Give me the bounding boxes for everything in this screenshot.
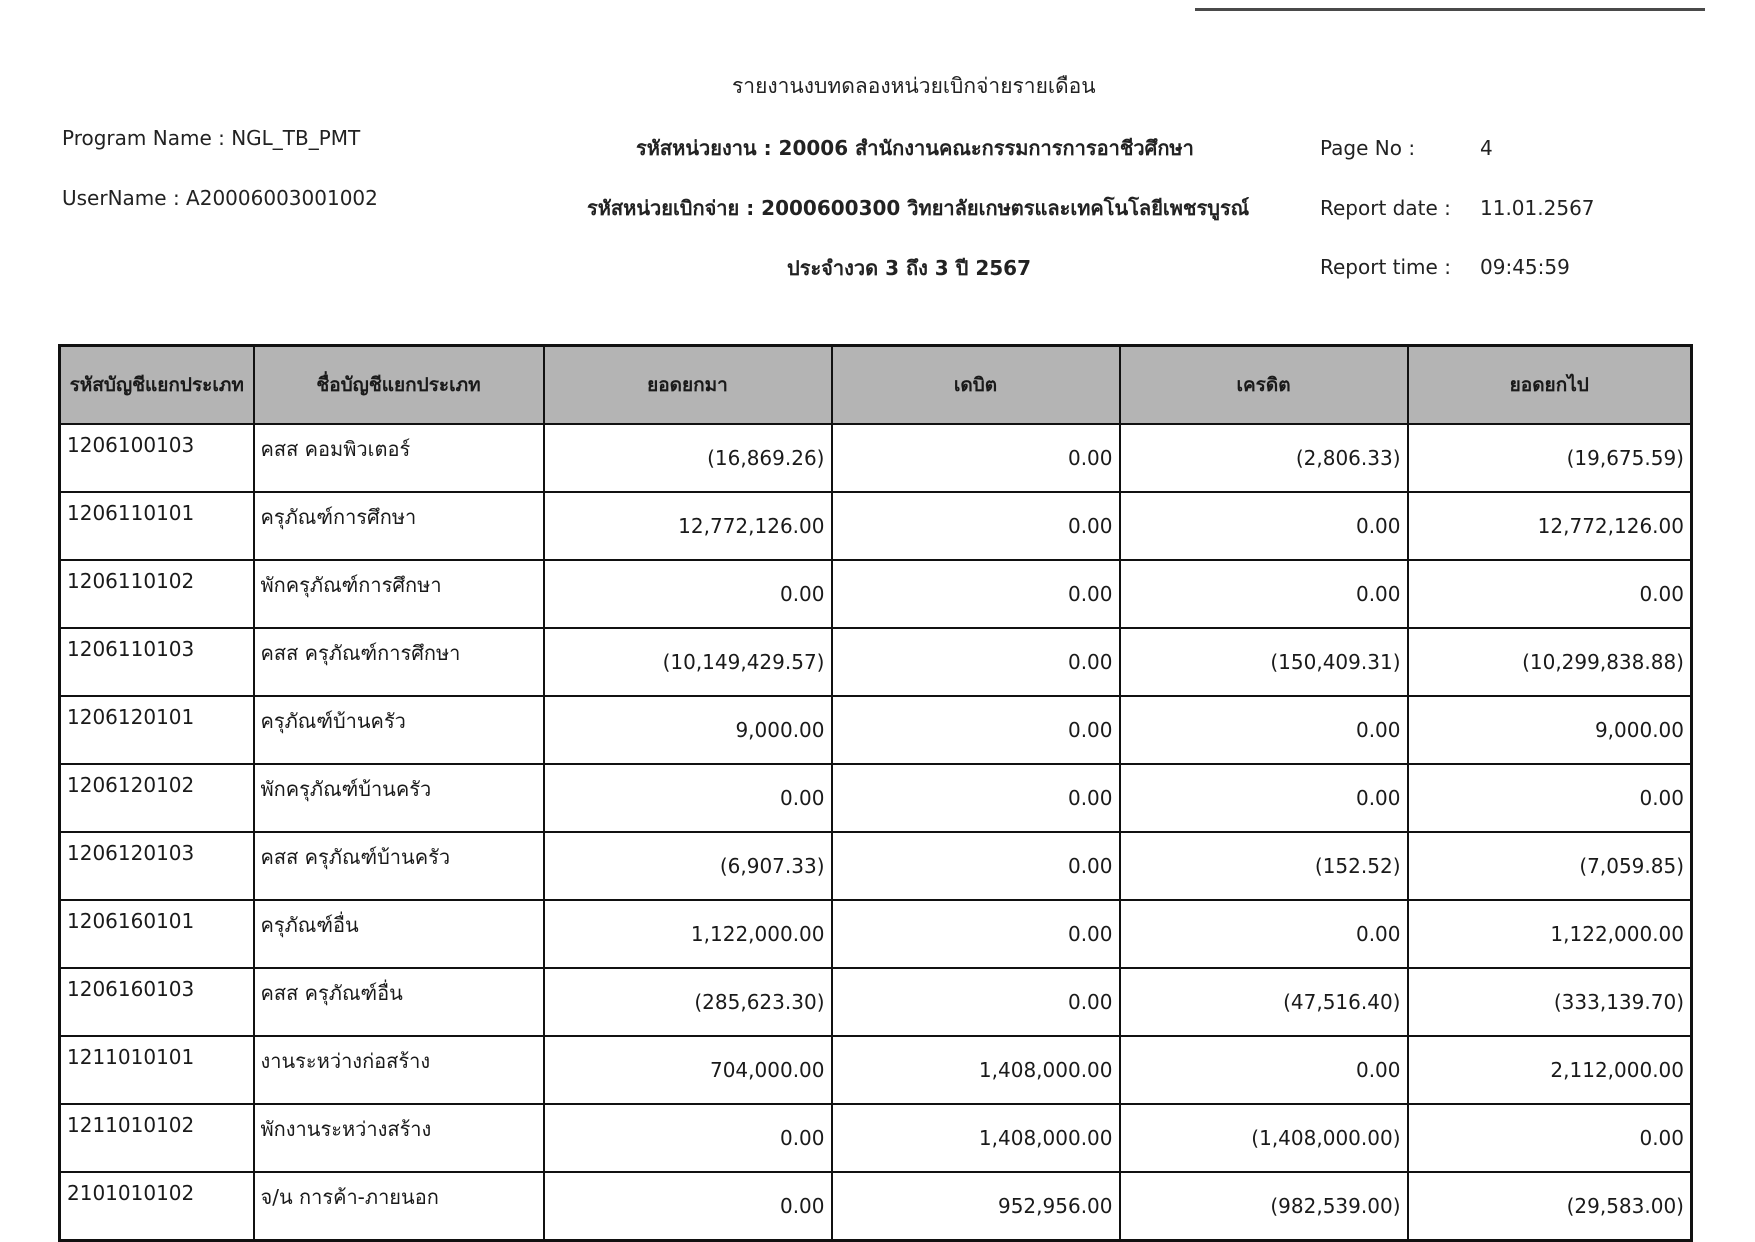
cell-account-name: คสส ครุภัณฑ์การศึกษา xyxy=(254,628,544,696)
cell-credit: (1,408,000.00) xyxy=(1120,1104,1408,1172)
column-header-carried-forward: ยอดยกไป xyxy=(1408,346,1692,425)
table-row xyxy=(60,424,1692,492)
report-time-value: 09:45:59 xyxy=(1480,255,1570,279)
cell-brought-forward: (285,623.30) xyxy=(544,968,832,1036)
cell-credit: (982,539.00) xyxy=(1120,1172,1408,1241)
cell-account-name: ครุภัณฑ์การศึกษา xyxy=(254,492,544,560)
department-code: รหัสหน่วยงาน : 20006 สำนักงานคณะกรรมการการอาชีวศึกษา xyxy=(636,136,1194,160)
program-name: Program Name : NGL_TB_PMT xyxy=(62,126,361,150)
cell-account-name: ครุภัณฑ์บ้านครัว xyxy=(254,696,544,764)
cell-debit: 0.00 xyxy=(832,424,1120,492)
scan-edge-line xyxy=(1195,8,1705,11)
column-header-account-code: รหัสบัญชีแยกประเภท xyxy=(60,346,254,425)
table-row xyxy=(60,968,1692,1036)
column-header-brought-forward: ยอดยกมา xyxy=(544,346,832,425)
disbursement-unit: รหัสหน่วยเบิกจ่าย : 2000600300 วิทยาลัยเกษตรและเทคโนโลยีเพชรบูรณ์ xyxy=(587,196,1250,220)
cell-account-code: 1206120103 xyxy=(60,832,254,900)
cell-account-name: คสส ครุภัณฑ์บ้านครัว xyxy=(254,832,544,900)
cell-account-name: พักครุภัณฑ์บ้านครัว xyxy=(254,764,544,832)
report-date-value: 11.01.2567 xyxy=(1480,196,1595,220)
cell-debit: 0.00 xyxy=(832,628,1120,696)
cell-account-name: งานระหว่างก่อสร้าง xyxy=(254,1036,544,1104)
cell-credit: (47,516.40) xyxy=(1120,968,1408,1036)
report-date-label: Report date : xyxy=(1320,196,1451,220)
cell-debit: 0.00 xyxy=(832,832,1120,900)
cell-carried-forward: (19,675.59) xyxy=(1408,424,1692,492)
cell-carried-forward: (10,299,838.88) xyxy=(1408,628,1692,696)
cell-credit: 0.00 xyxy=(1120,900,1408,968)
cell-account-code: 1206160101 xyxy=(60,900,254,968)
table-row xyxy=(60,832,1692,900)
cell-debit: 0.00 xyxy=(832,900,1120,968)
report-title: รายงานงบทดลองหน่วยเบิกจ่ายรายเดือน xyxy=(732,74,1096,98)
table-header-row xyxy=(60,346,1692,425)
cell-carried-forward: 2,112,000.00 xyxy=(1408,1036,1692,1104)
cell-brought-forward: (16,869.26) xyxy=(544,424,832,492)
cell-account-code: 1206110101 xyxy=(60,492,254,560)
cell-carried-forward: 0.00 xyxy=(1408,764,1692,832)
cell-brought-forward: (6,907.33) xyxy=(544,832,832,900)
cell-account-code: 1206160103 xyxy=(60,968,254,1036)
cell-credit: 0.00 xyxy=(1120,696,1408,764)
username: UserName : A20006003001002 xyxy=(62,186,378,210)
cell-account-name: จ/น การค้า-ภายนอก xyxy=(254,1172,544,1241)
report-period: ประจำงวด 3 ถึง 3 ปี 2567 xyxy=(787,256,1031,280)
cell-brought-forward: 0.00 xyxy=(544,1172,832,1241)
cell-account-name: ครุภัณฑ์อื่น xyxy=(254,900,544,968)
cell-credit: 0.00 xyxy=(1120,764,1408,832)
cell-brought-forward: 0.00 xyxy=(544,1104,832,1172)
cell-account-code: 1211010102 xyxy=(60,1104,254,1172)
cell-debit: 0.00 xyxy=(832,492,1120,560)
table-row xyxy=(60,1036,1692,1104)
cell-account-name: พักงานระหว่างสร้าง xyxy=(254,1104,544,1172)
cell-carried-forward: 0.00 xyxy=(1408,560,1692,628)
cell-brought-forward: 0.00 xyxy=(544,764,832,832)
cell-carried-forward: 1,122,000.00 xyxy=(1408,900,1692,968)
column-header-debit: เดบิต xyxy=(832,346,1120,425)
cell-credit: 0.00 xyxy=(1120,492,1408,560)
cell-brought-forward: 1,122,000.00 xyxy=(544,900,832,968)
cell-credit: 0.00 xyxy=(1120,560,1408,628)
cell-account-code: 1206110103 xyxy=(60,628,254,696)
cell-account-name: พักครุภัณฑ์การศึกษา xyxy=(254,560,544,628)
table-row xyxy=(60,696,1692,764)
page-number-label: Page No : xyxy=(1320,136,1416,160)
table-row xyxy=(60,628,1692,696)
cell-debit: 952,956.00 xyxy=(832,1172,1120,1241)
cell-debit: 1,408,000.00 xyxy=(832,1104,1120,1172)
cell-account-name: คสส คอมพิวเตอร์ xyxy=(254,424,544,492)
cell-debit: 1,408,000.00 xyxy=(832,1036,1120,1104)
cell-account-code: 1211010101 xyxy=(60,1036,254,1104)
cell-debit: 0.00 xyxy=(832,560,1120,628)
cell-carried-forward: 12,772,126.00 xyxy=(1408,492,1692,560)
column-header-account-name: ชื่อบัญชีแยกประเภท xyxy=(254,346,544,425)
trial-balance-table xyxy=(58,344,1693,1242)
cell-brought-forward: 12,772,126.00 xyxy=(544,492,832,560)
cell-credit: (150,409.31) xyxy=(1120,628,1408,696)
table-row xyxy=(60,764,1692,832)
cell-carried-forward: (333,139.70) xyxy=(1408,968,1692,1036)
cell-credit: (152.52) xyxy=(1120,832,1408,900)
table-row xyxy=(60,900,1692,968)
cell-carried-forward: (29,583.00) xyxy=(1408,1172,1692,1241)
cell-debit: 0.00 xyxy=(832,968,1120,1036)
table-row xyxy=(60,1172,1692,1241)
cell-account-code: 1206120101 xyxy=(60,696,254,764)
cell-brought-forward: 9,000.00 xyxy=(544,696,832,764)
cell-account-code: 1206120102 xyxy=(60,764,254,832)
cell-carried-forward: 0.00 xyxy=(1408,1104,1692,1172)
cell-debit: 0.00 xyxy=(832,696,1120,764)
cell-brought-forward: (10,149,429.57) xyxy=(544,628,832,696)
cell-debit: 0.00 xyxy=(832,764,1120,832)
cell-brought-forward: 704,000.00 xyxy=(544,1036,832,1104)
column-header-credit: เครดิต xyxy=(1120,346,1408,425)
cell-brought-forward: 0.00 xyxy=(544,560,832,628)
table-row xyxy=(60,560,1692,628)
report-time-label: Report time : xyxy=(1320,255,1451,279)
cell-account-code: 2101010102 xyxy=(60,1172,254,1241)
table-body xyxy=(60,424,1692,1241)
table-row xyxy=(60,492,1692,560)
page-number-value: 4 xyxy=(1480,136,1493,160)
cell-account-name: คสส ครุภัณฑ์อื่น xyxy=(254,968,544,1036)
cell-account-code: 1206100103 xyxy=(60,424,254,492)
cell-carried-forward: 9,000.00 xyxy=(1408,696,1692,764)
cell-credit: 0.00 xyxy=(1120,1036,1408,1104)
table-row xyxy=(60,1104,1692,1172)
cell-carried-forward: (7,059.85) xyxy=(1408,832,1692,900)
cell-credit: (2,806.33) xyxy=(1120,424,1408,492)
cell-account-code: 1206110102 xyxy=(60,560,254,628)
